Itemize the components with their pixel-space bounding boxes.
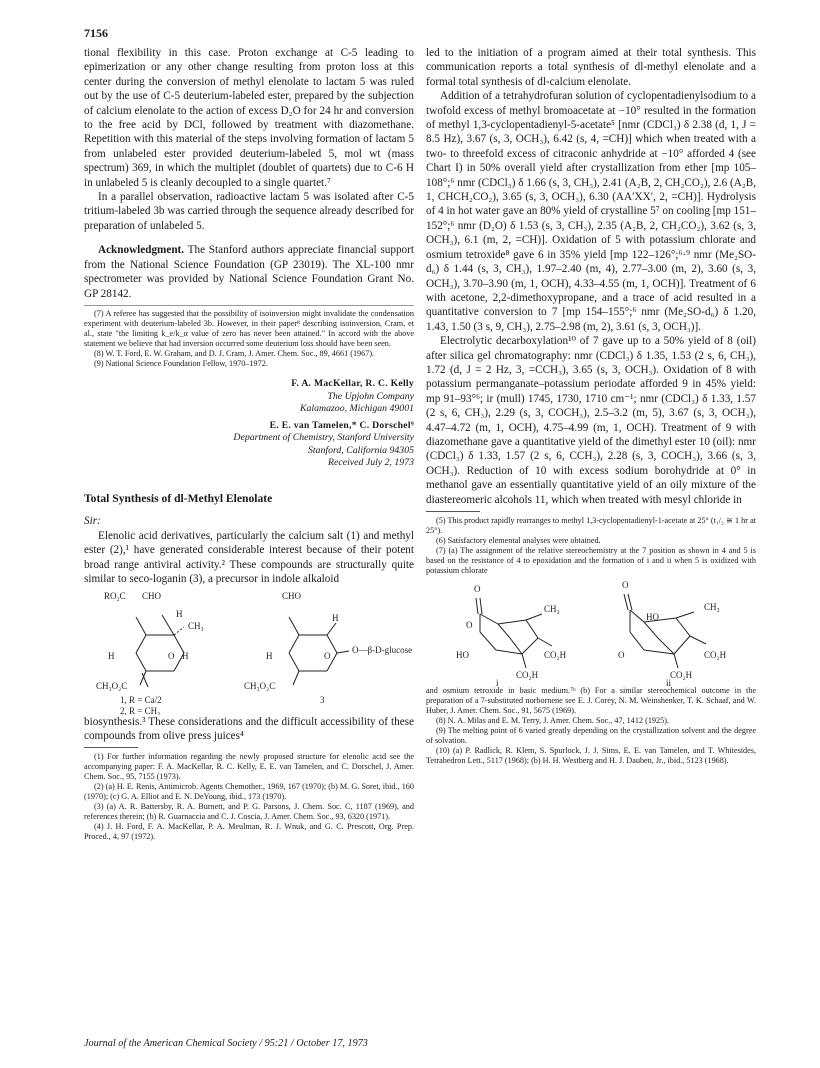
- label-cho: CHO: [142, 590, 162, 601]
- compound-label-2: 2, R = CH₃: [120, 705, 161, 715]
- compound-label-3: 3: [320, 694, 325, 705]
- affiliation: Stanford, California 94305: [307, 444, 414, 456]
- label-h: H: [332, 612, 339, 623]
- label-h: H: [176, 608, 183, 619]
- footnote: (8) N. A. Milas and E. M. Terry, J. Amer. Chem. Soc., 47, 1412 (1925).: [436, 716, 669, 725]
- footnote: (6) Satisfactory elemental analyses were obtained.: [436, 536, 601, 545]
- label-h: H: [108, 650, 115, 661]
- label-ho: HO: [456, 650, 469, 660]
- label-ch3: CH₃: [704, 602, 720, 612]
- footnote: (10) (a) P. Radlick, R. Klem, S. Spurlock, J. J. Sims, E. E. van Tamelen, and T. Whitesides, Tetrahedron Lett., 5117 (1968); (b) H. H. Westberg and H. J. Dauben, Jr., ibid., 5123 (1968).: [426, 746, 756, 765]
- label-ch3o2c: CH₃O₂C: [96, 680, 128, 691]
- label-o: O: [168, 650, 175, 661]
- article-title: Total Synthesis of dl-Methyl Elenolate: [84, 492, 273, 506]
- label-h: H: [266, 650, 273, 661]
- label-ch3: CH₃: [544, 604, 560, 614]
- left-column: [84, 46, 414, 842]
- right-column: [426, 46, 756, 766]
- label-ho: HO: [646, 612, 659, 622]
- footnote-divider: [426, 511, 480, 512]
- author-names: E. E. van Tamelen,* C. Dorschel⁹: [269, 419, 414, 431]
- footnote: (8) W. T. Ford, E. W. Graham, and D. J. Cram, J. Amer. Chem. Soc., 89, 4661 (1967).: [94, 348, 375, 358]
- label-co2h: CO₂H: [704, 650, 727, 660]
- label-co2h: CO₂H: [670, 670, 693, 680]
- chemical-structures-i-ii: [426, 576, 756, 686]
- label-glucose: O—β-D-glucose: [352, 644, 413, 655]
- label-o: O: [324, 650, 331, 661]
- label-ro2c: RO₂C: [104, 590, 126, 601]
- salutation: Sir:: [84, 515, 101, 528]
- body-paragraph: Elenolic acid derivatives, particularly the calcium salt (1) and methyl ester (2),¹ have generated considerable interest because of their potent broad range antiviral activity.² These compounds are structurally quite similar to seco-loganin (3), a precursor in indole alkaloid: [84, 529, 414, 586]
- footnote: (3) (a) A. R. Battersby, R. A. Burnett, and P. G. Parsons, J. Chem. Soc. C, 1187 (1969), and references therein; (b) R. Guarnaccia and C. J. Coscia, J. Amer. Chem. Soc., 93, 6320 (1971).: [84, 802, 414, 822]
- label-o: O: [474, 584, 481, 594]
- compound-label-i: i: [496, 678, 499, 686]
- affiliation: Kalamazoo, Michigan 49001: [299, 403, 414, 415]
- received-date: Received July 2, 1973: [328, 457, 414, 469]
- acknowledgment-label: Acknowledgment.: [98, 244, 185, 257]
- affiliation: The Upjohn Company: [327, 390, 414, 402]
- footnote: and osmium tetroxide in basic medium.⁷ᵇ (b) For a similar stereochemical outcome in the preparation of a 7-substituted norbornene see E. J. Corey, N. M. Weinshenker, T. K. Schaaf, and W. Huber, J. Amer. Chem. Soc., 91, 5675 (1969).: [426, 686, 756, 715]
- body-paragraph: Addition of a tetrahydrofuran solution of cyclopentadienylsodium to a twofold excess of methyl bromoacetate at −10° resulted in the formation of methyl 1,3-cyclopentadienyl-5-acetate⁵ [nmr (CDCl₃) δ 2.38 (d, 1, J = 8.5 Hz), 3.67 (s, 3, OCH₃), 6.42 (s, 4, =CH)] which when treated with a two- to threefold excess of citraconic anhydride at −10° afforded 4 (see Chart I) in 50% overall yield after crystallization from ether [mp 105–108°;⁶ nmr (CDCl₃) δ 1.66 (s, 3, CH₃), 2.41 (A₂B, 2, CH₂CO₂), 2.6 (A₂B, 1, CHCH₂CO₂), 3.65 (s, 3, OCH₃), 6.30 (AA′XX′, 2, =CH)]. Hydrolysis of 4 in hot water gave an 80% yield of crystalline 5⁷ on cooling [mp 151–152°;⁶ nmr (D₂O) δ 1.53 (s, 3, CH₃), 2.35 (A₂B, 2, CH₂CO₂), 3.62 (s, 3, OCH₃), 6.1 (m, 2, =CH)]. Oxidation of 5 with potassium chlorate and osmium tetroxide⁸ gave 6 in 35% yield [mp 122–126°;⁶·⁹ nmr (Me₂SO-d₆) δ 1.44 (s, 3, CH₃), 1.97–2.40 (m, 4), 2.77–3.00 (m, 2), 3.60 (s, 3, OCH₃), 3.70–3.90 (m, 1, OCH), 4.33–4.55 (m, 1, OCH)]. Treatment of 6 with acetone, 2,2-dimethoxypropane, and a trace of acid resulted in a quantitative conversion to 7 [mp 154–155°;⁶ nmr (Me₂SO-d₆) δ 1.20, 1.43, 1.50 (3 s, 9, CH₃), 2.75–2.98 (m, 2), 3.61 (s, 3, OCH₃)].: [426, 90, 756, 333]
- footnote-divider: [84, 305, 414, 306]
- label-ch3: CH₃: [188, 620, 204, 631]
- page-number: 7156: [84, 26, 108, 40]
- footnote: (9) The melting point of 6 varied greatly depending on the crystallization solvent and the degree of solvation.: [426, 726, 756, 745]
- label-o: O: [466, 620, 473, 630]
- label-o: O: [622, 580, 629, 590]
- body-paragraph: Electrolytic decarboxylation¹⁰ of 7 gave up to a 50% yield of 8 (oil) after silica gel chromatography: nmr (CDCl₃) δ 1.35, 1.53 (2 s, 6, CH₃), 1.72 (d, J = 2 Hz, 3, =CCH₃), 3.65 (s, 3, OCH₃). Oxidation of 8 with potassium permanganate–potassium periodate afforded 9 in 45% yield: mp 91–93°⁶; ir (mull) 1745, 1730, 1710 cm⁻¹; nmr (CDCl₃) δ 1.33, 1.57 (2 s, 6, CH₃), 2.29 (s, 3, COCH₃), 2.5–3.2 (m, 5), 3.67 (s, 3, OCH₃), 4.47–4.72 (m, 1, OCH), 4.75–4.99 (m, 1, OCH). Treatment of 9 with diazomethane gave a quantitative yield of the dimethyl ester 10 (oil): nmr (CDCl₃) δ 1.33, 1.57 (2 s, 6, CCH₃), 2.28 (s, 3, COCH₃), 3.66 (s, 3, OCH₃). Reduction of 10 with excess sodium borohydride at 0° in methanol gave an essentially quantitative yield of an oily mixture of the diastereomeric alcohols 11, which when treated with mesyl chloride in: [426, 335, 756, 506]
- compound-label-ii: ii: [666, 678, 672, 686]
- footnote: (1) For further information regarding the newly proposed structure for elenolic acid see the accompanying paper: F. A. MacKellar, R. C. Kelly, E. E. van Tamelen, and C. Dorschel, J. Amer. Chem. Soc., 95, 7155 (1973).: [84, 752, 414, 782]
- footnote: (5) This product rapidly rearranges to methyl 1,3-cyclopentadienyl-1-acetate at 25° (t₁/₂ ≅ 1 hr at 25°).: [426, 516, 756, 535]
- body-paragraph: tional flexibility in this case. Proton exchange at C-5 leading to epimerization or any other change resulting from proton loss at this center during the conversion of methyl elenolate to lactam 5 was ruled out by the use of C-5 deuterium-labeled ester, prepared by the subjection of calcium elenolate to the action of excess D₂O for 24 hr and conversion to the free acid by DCl, followed by treatment with diazomethane. Repetition with this material of the steps involving formation of lactam 5 from unlabeled ester provided deuterium-labeled 5, mol wt (mass spectrum) 369, in which the multiplet (doublet of quartets) due to C-6 H in unlabeled 5 is cleanly decoupled to a single quartet.⁷: [84, 47, 414, 189]
- journal-footer: Journal of the American Chemical Society / 95:21 / October 17, 1973: [84, 1038, 368, 1049]
- label-co2h: CO₂H: [516, 670, 539, 680]
- footnote: (4) J. H. Ford, F. A. MacKellar, P. A. Meulman, R. J. Wnuk, and G. C. Prescott, Org. Prep. Proced., 4, 97 (1972).: [84, 822, 414, 842]
- footnote: (2) (a) H. E. Renis, Antimicrob. Agents Chemother., 1969, 167 (1970); (b) M. G. Soret, ibid., 160 (1970); (c) G. A. Elliot and E. N. DeYoung, ibid., 173 (1970).: [84, 782, 414, 802]
- acknowledgment: [84, 243, 414, 301]
- compound-label-1: 1, R = Ca/2: [120, 694, 162, 705]
- label-cho: CHO: [282, 590, 302, 601]
- footnote: (7) A referee has suggested that the possibility of isoinversion might invalidate the condensation experiment with deuterium-labeled 3b. However, in their paper⁸ describing isoinversion, Cram, et al., state "the limiting k_e/k_α value of zero has never been attained." In accord with the above statement we believe that had inversion occurred some deuterium loss should have been seen.: [84, 308, 414, 348]
- chemical-structures-1-2-3: [84, 587, 414, 715]
- body-paragraph: biosynthesis.³ These considerations and the difficult accessibility of these compounds from olive press juices⁴: [84, 715, 414, 742]
- body-paragraph: led to the initiation of a program aimed at their total synthesis. This communication reports a total synthesis of dl-methyl elenolate and a formal total synthesis of dl-calcium elenolate.: [426, 47, 756, 88]
- label-ch3o2c: CH₃O₂C: [244, 680, 276, 691]
- footnote: (9) National Science Foundation Fellow, 1970–1972.: [94, 358, 268, 368]
- acknowledgment-text: The Stanford authors appreciate financial support from the National Science Foundation (GP 23019). The XL-100 nmr spectrometer was provided by National Science Foundation Grant No. GP 28142.: [84, 244, 414, 300]
- label-h: H: [182, 650, 189, 661]
- footnote: (7) (a) The assignment of the relative stereochemistry at the 7 position as shown in 4 and 5 is based on the resistance of 4 to epoxidation and the formation of i and ii when 5 is oxidized with potassium chlorate: [426, 546, 756, 575]
- author-names: F. A. MacKellar, R. C. Kelly: [291, 377, 414, 389]
- footnote-divider: [84, 747, 138, 748]
- body-paragraph: In a parallel observation, radioactive lactam 5 was isolated after C-5 tritium-labeled 3b was carried through the sequence already described for preparation of unlabeled 5.: [84, 191, 414, 232]
- label-o: O: [618, 650, 625, 660]
- label-co2h: CO₂H: [544, 650, 567, 660]
- affiliation: Department of Chemistry, Stanford University: [233, 432, 414, 444]
